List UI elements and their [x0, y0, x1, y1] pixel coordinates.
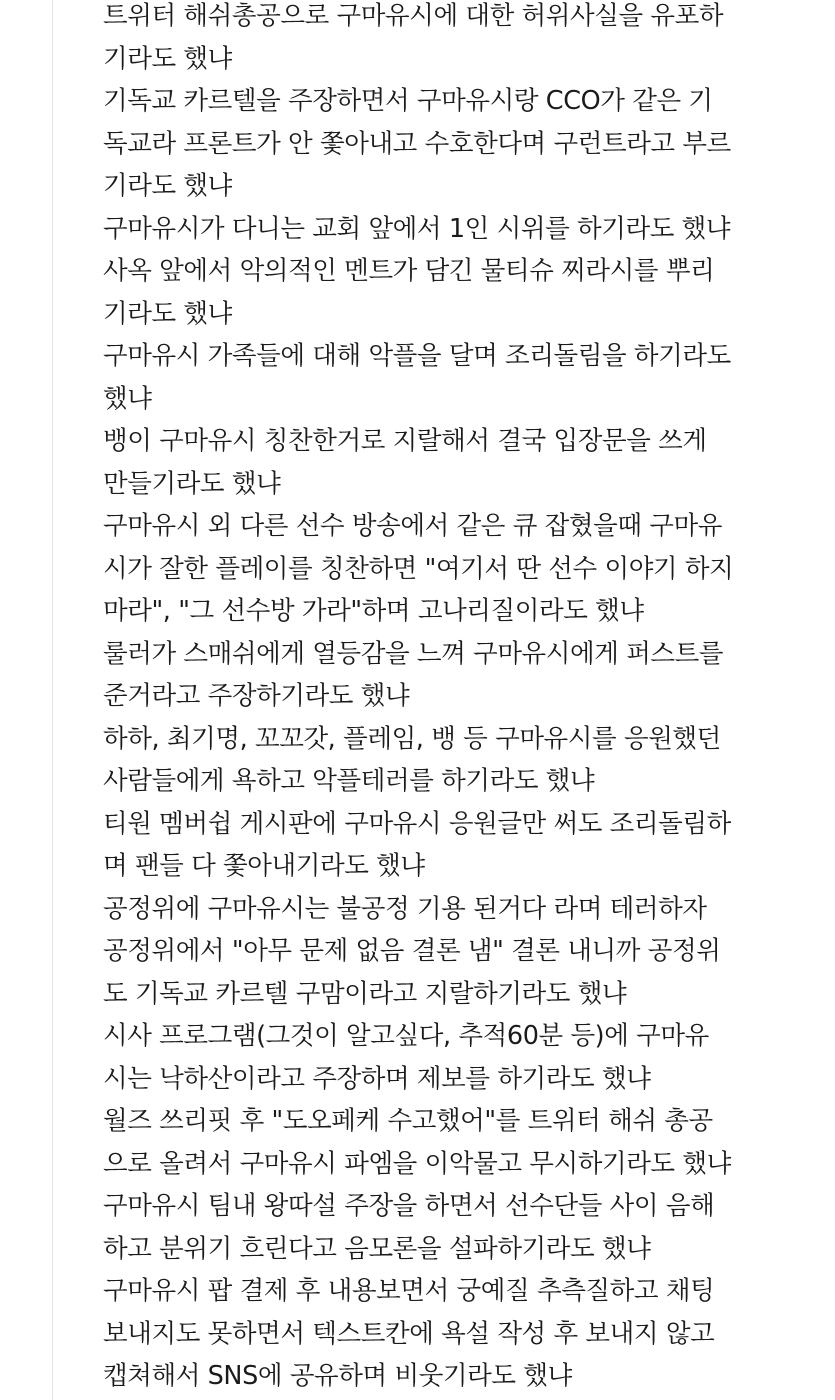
- text-line: 시는 낙하산이라고 주장하며 제보를 하기라도 했냐: [103, 1063, 651, 1094]
- text-line: 시사 프로그램(그것이 알고싶다, 추적60분 등)에 구마유: [103, 1021, 709, 1051]
- text-line: 하고 분위기 흐린다고 음모론을 설파하기라도 했냐: [103, 1233, 651, 1264]
- text-line: 트위터 해쉬총공으로 구마유시에 대한 허위사실을 유포하: [103, 1, 724, 31]
- text-line: 룰러가 스매쉬에게 열등감을 느껴 구마유시에게 퍼스트를: [103, 638, 724, 669]
- text-line: 마라", "그 선수방 가라"하며 고나리질이라도 했냐: [103, 596, 644, 626]
- text-line: 구마유시 외 다른 선수 방송에서 같은 큐 잡혔을때 구마유: [103, 511, 723, 541]
- text-line: 했냐: [103, 383, 152, 414]
- left-border: [52, 0, 53, 1400]
- text-line: 하하, 최기명, 꼬꼬갓, 플레임, 뱅 등 구마유시를 응원했던: [103, 723, 721, 754]
- text-line: 기라도 했냐: [103, 171, 232, 201]
- text-line: 구마유시가 다니는 교회 앞에서 1인 시위를 하기라도 했냐: [103, 213, 731, 244]
- text-line: 구마유시 팀내 왕따설 주장을 하면서 선수단들 사이 음해: [103, 1191, 715, 1221]
- text-line: 도 기독교 카르텔 구맘이라고 지랄하기라도 했냐: [103, 978, 627, 1009]
- text-line: 공정위에 구마유시는 불공정 기용 된거다 라며 테러하자: [103, 893, 707, 924]
- text-line: 으로 올려서 구마유시 파엠을 이악물고 무시하기라도 했냐: [103, 1148, 731, 1179]
- post-body: [103, 0, 803, 1398]
- text-line: 만들기라도 했냐: [103, 468, 281, 499]
- text-line: 구마유시 팝 결제 후 내용보면서 궁예질 추측질하고 채팅: [103, 1276, 715, 1306]
- text-line: 티원 멤버쉽 게시판에 구마유시 응원글만 써도 조리돌림하: [103, 808, 731, 839]
- text-line: 뱅이 구마유시 칭찬한거로 지랄해서 결국 입장문을 쓰게: [103, 426, 707, 456]
- text-line: 캡쳐해서 SNS에 공유하며 비웃기라도 했냐: [103, 1361, 572, 1391]
- text-line: 월즈 쓰리핏 후 "도오페케 수고했어"를 트위터 해쉬 총공: [103, 1106, 713, 1136]
- text-line: 독교라 프론트가 안 쫓아내고 수호한다며 구런트라고 부르: [103, 128, 731, 159]
- text-line: 공정위에서 "아무 문제 없음 결론 냄" 결론 내니까 공정위: [103, 936, 721, 966]
- text-line: 사람들에게 욕하고 악플테러를 하기라도 했냐: [103, 766, 595, 796]
- text-line: 준거라고 주장하기라도 했냐: [103, 681, 410, 711]
- text-line: 기라도 했냐: [103, 43, 232, 74]
- text-line: 시가 잘한 플레이를 칭찬하면 "여기서 딴 선수 이야기 하지: [103, 553, 734, 584]
- text-line: 기독교 카르텔을 주장하면서 구마유시랑 CCO가 같은 기: [103, 86, 713, 116]
- text-line: 사옥 앞에서 악의적인 멘트가 담긴 물티슈 찌라시를 뿌리: [103, 256, 715, 286]
- text-line: 기라도 했냐: [103, 298, 232, 329]
- text-line: 구마유시 가족들에 대해 악플을 달며 조리돌림을 하기라도: [103, 341, 731, 371]
- text-line: 며 팬들 다 쫓아내기라도 했냐: [103, 851, 425, 881]
- text-line: 보내지도 못하면서 텍스트칸에 욕설 작성 후 보내지 않고: [103, 1318, 715, 1349]
